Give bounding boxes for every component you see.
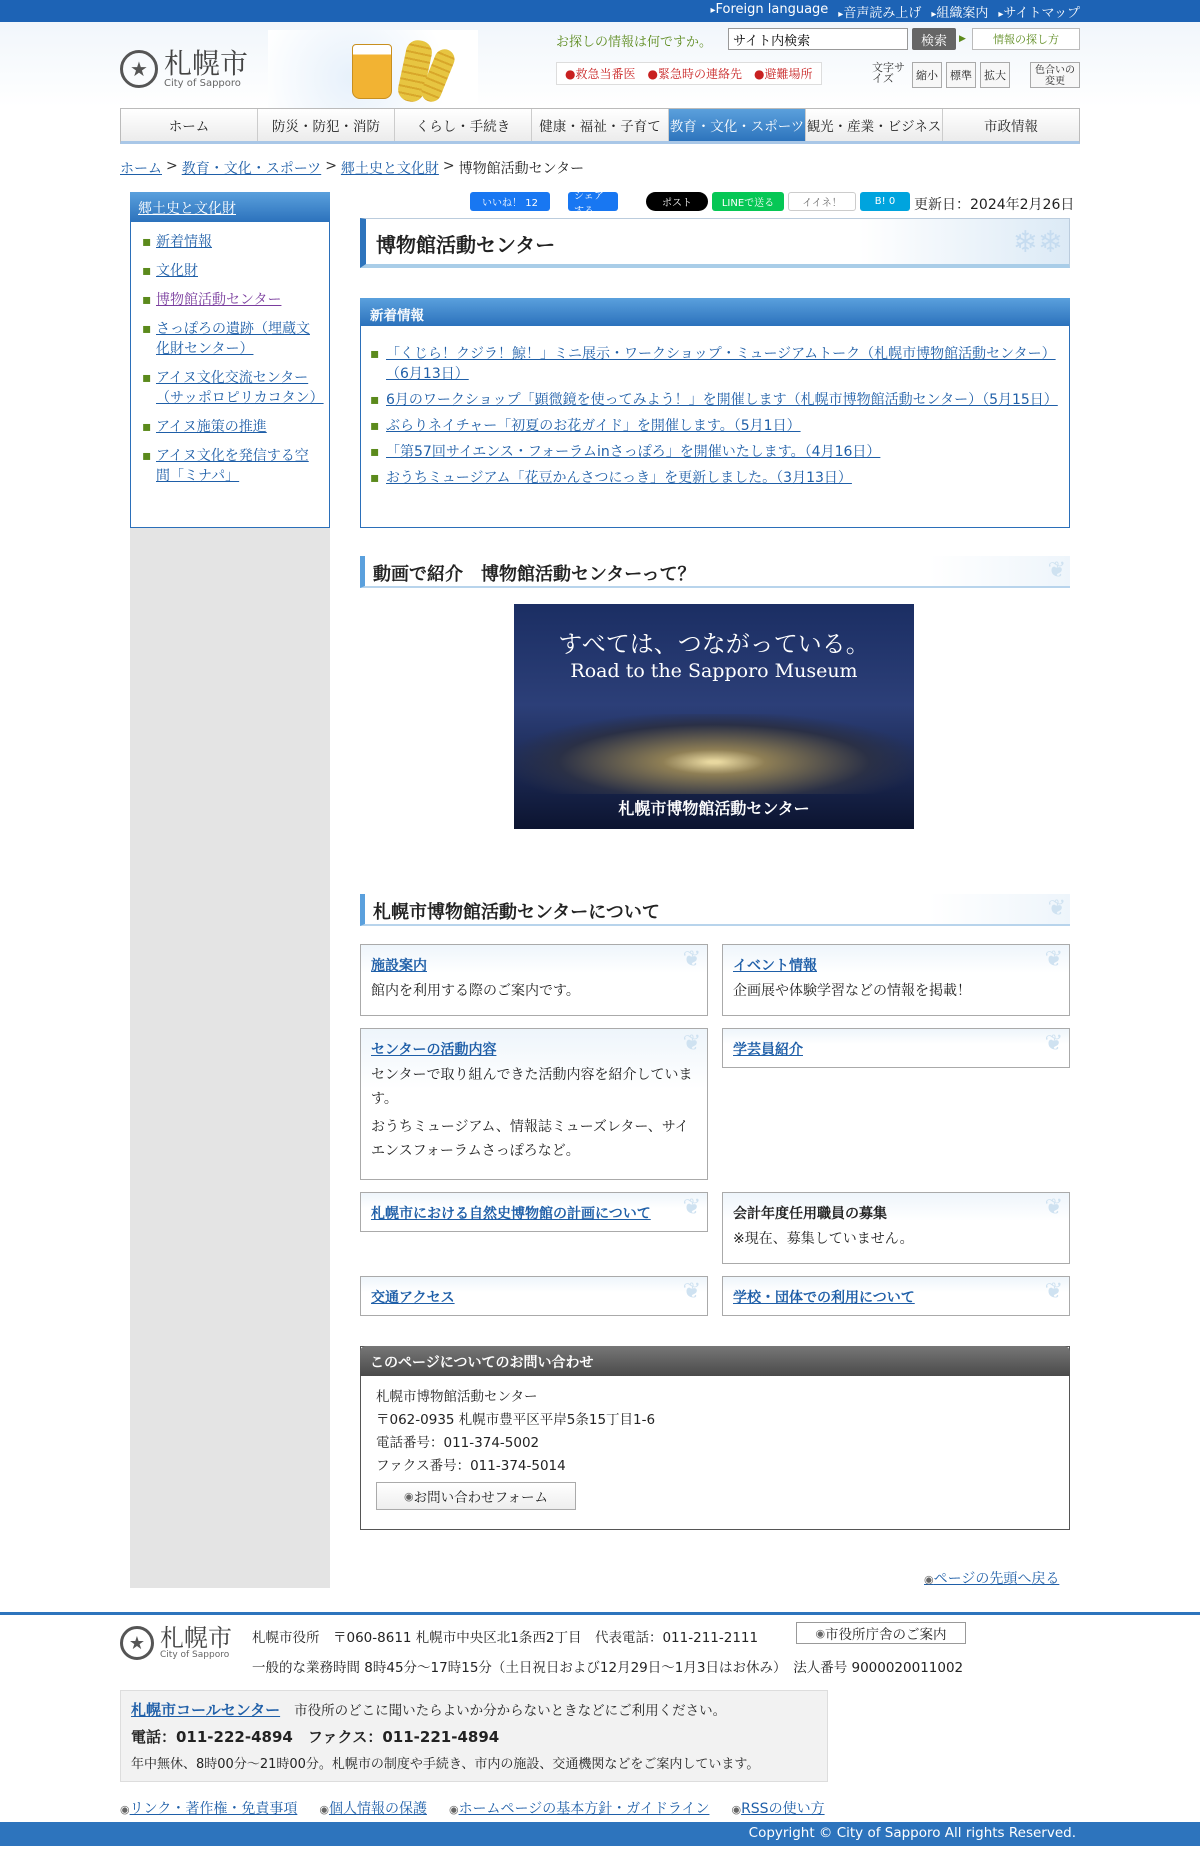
event-box: イベント情報 企画展や体験学習などの情報を掲載！ ❦ [722,944,1070,1016]
video-heading-text: 動画で紹介 博物館活動センターって？ [373,564,696,585]
footer-address: 札幌市役所 〒060-8611 札幌市中央区北1条西2丁目 代表電話：011-211-2111 [252,1630,759,1646]
snowflake-icon: ❄❄ [1012,225,1063,260]
call-center-box [120,1690,828,1782]
sidebar-list [140,232,324,495]
about-heading-text: 札幌市博物館活動センターについて [373,902,660,923]
logo-name: 札幌市 [164,46,249,80]
search-label: お探しの情報は何ですか。 [556,35,713,50]
footer-logo-name: 札幌市 [160,1624,232,1652]
contact-fax: ファクス番号：011-374-5014 [376,1458,566,1474]
nav-education[interactable]: 教育・文化・スポーツ [669,109,806,141]
share-buttons [470,190,910,217]
recruit-title: 会計年度任用職員の募集 [733,1206,887,1222]
font-normal-button[interactable]: 標準 [946,62,976,88]
call-center-hours: 年中無休、8時00分～21時00分。札幌市の制度や手続き、市内の施設、交通機関などをご案内しています。 [131,1757,760,1772]
curator-box [722,1028,1070,1068]
search-button[interactable]: 検索 [912,28,956,50]
search-howto-button[interactable]: ▶ 情報の探し方 [972,28,1080,50]
updated-date: 更新日：2024年2月26日 [914,197,1075,213]
font-size-label: 文字サイズ [872,61,905,85]
news-title: 新着情報 [360,298,1070,326]
breadcrumb-history[interactable]: 郷土史と文化財 [340,161,439,177]
footer-hours: 一般的な業務時間 8時45分～17時15分（土日祝日および12月29日～1月3日はお休み） 法人番号 9000020011002 [252,1660,964,1676]
copyright: Copyright © City of Sapporo All rights Reserved. [0,1822,1200,1846]
video-line3: 札幌市博物館活動センター [618,799,810,818]
page-title [360,218,1070,268]
sidebar-item-current[interactable]: ▪ 博物館活動センター [140,290,320,310]
sidebar-item[interactable]: ▪ 新着情報 [140,232,320,252]
evacuation-link[interactable]: ● 避難場所 [750,65,817,82]
city-night-view [514,714,914,794]
mixi-check-button[interactable]: イイネ！ [788,192,856,211]
school-link[interactable]: 学校・団体での利用について [733,1290,915,1306]
call-center-desc: 市役所のどこに聞いたらよいか分からないときなどにご利用ください。 [294,1703,727,1719]
search-input[interactable] [728,28,908,50]
facility-box: 施設案内 館内を利用する際のご案内です。 ❦ [360,944,708,1016]
line-share-button[interactable]: LINEで送る [712,192,784,211]
sitemap-link[interactable]: ▸ サイトマップ [998,2,1080,21]
access-box [360,1276,708,1316]
footer-link[interactable]: ◉ リンク・著作権・免責事項 [120,1798,297,1818]
hatena-bookmark-button[interactable]: B! 0 [860,192,910,211]
color-change-button[interactable]: 色合いの変更 [1030,62,1080,88]
about-heading [360,894,1070,926]
footer-logo-sub: City of Sapporo [160,1650,230,1660]
footer-link[interactable]: ◉ ホームページの基本方針・ガイドライン [449,1798,710,1818]
site-logo[interactable] [120,44,260,94]
logo-sub: City of Sapporo [164,77,241,89]
sidebar-item[interactable]: ▪ 文化財 [140,261,320,281]
leaf-icon: ❦ [682,1195,701,1220]
leaf-icon: ❦ [1044,1195,1063,1220]
sidebar-item[interactable]: ▪ さっぽろの遺跡（埋蔵文化財センター） [140,319,320,359]
call-center-link[interactable]: 札幌市コールセンター [131,1701,281,1719]
news-item[interactable]: ▪ 「第57回サイエンス・フォーラムinさっぽろ」を開催いたします。（4月16日） [370,442,1060,462]
curator-link[interactable]: 学芸員紹介 [733,1042,803,1058]
city-seal-icon: ★ [120,50,158,88]
emergency-contact-link[interactable]: ● 緊急時の連絡先 [644,65,747,82]
facility-link[interactable]: 施設案内 [371,958,427,974]
sidebar-title [130,192,330,222]
call-center-tel: 電話：011-222-4894 ファクス：011-221-4894 [131,1728,500,1746]
footer-line [0,1612,1200,1615]
sidebar-title-link[interactable]: 郷土史と文化財 [138,201,236,217]
sidebar-item[interactable]: ▪ アイヌ文化を発信する空間「ミナパ」 [140,446,320,486]
video-line2: Road to the Sapporo Museum [570,660,858,682]
leaf-icon: ❦ [1044,947,1063,972]
leaf-icon: ❦ [682,1279,701,1304]
news-item[interactable]: ▪ おうちミュージアム「花豆かんさつにっき」を更新しました。（3月13日） [370,468,1060,488]
school-box [722,1276,1070,1316]
breadcrumb: ホーム > 教育・文化・スポーツ > 郷土史と文化財 > 博物館活動センター [120,158,585,177]
recruit-box: 会計年度任用職員の募集 ※現在、募集していません。 ❦ [722,1192,1070,1264]
contact-form-button[interactable]: ◉ お問い合わせフォーム [376,1482,576,1510]
breadcrumb-education[interactable]: 教育・文化・スポーツ [181,161,322,177]
leaf-icon: ❦ [1047,558,1066,583]
city-seal-icon: ★ [120,1626,154,1660]
leaf-icon: ❦ [1044,1031,1063,1056]
news-list [370,344,1060,494]
news-item[interactable]: ▪ 「くじら！クジラ！鯨！」ミニ展示・ワークショップ・ミュージアムトーク（札幌市博物館活動センター）（6月13日） [370,344,1060,384]
plan-link[interactable]: 札幌市における自然史博物館の計画について [371,1206,651,1222]
sidebar-item[interactable]: ▪ アイヌ文化交流センター（サッポロピリカコタン） [140,368,320,408]
nav-home[interactable]: ホーム [121,109,258,141]
footer-link[interactable]: ◉ 個人情報の保護 [319,1798,427,1818]
video-heading [360,556,1070,588]
video-line1: すべては、つながっている。 [558,630,870,658]
leaf-icon: ❦ [682,1031,701,1056]
contact-body [376,1386,655,1478]
breadcrumb-home[interactable]: ホーム [120,161,162,177]
event-link[interactable]: イベント情報 [733,958,817,974]
news-item[interactable]: ▪ 6月のワークショップ「顕微鏡を使ってみよう！」を開催します（札幌市博物館活動センター）（5月15日） [370,390,1060,410]
emergency-doctor-link[interactable]: ● 救急当番医 [561,65,640,82]
activity-box: センターの活動内容 センターで取り組んできた活動内容を紹介しています。 おうちミュージアム、情報誌ミューズレター、サイエンスフォーラムさっぽろなど。 ❦ [360,1028,708,1180]
foreign-language-link[interactable]: ▸ Foreign language [710,2,828,21]
font-small-button[interactable]: 縮小 [912,62,942,88]
nav-tourism[interactable]: 観光・産業・ビジネス [806,109,943,141]
emergency-links [556,62,822,85]
video-thumbnail[interactable] [514,604,914,829]
contact-address: 〒062-0935 札幌市豊平区平岸5条15丁目1-6 [376,1412,656,1428]
contact-tel: 電話番号：011-374-5002 [376,1435,540,1451]
global-nav [120,108,1080,144]
contact-org: 札幌市博物館活動センター [376,1389,538,1405]
breadcrumb-current: 博物館活動センター [458,161,585,177]
contact-title: このページについてのお問い合わせ [360,1346,1070,1376]
font-large-button[interactable]: 拡大 [980,62,1010,88]
nav-disaster[interactable]: 防災・防犯・消防 [258,109,395,141]
organization-link[interactable]: ▸ 組織案内 [931,2,988,21]
footer-links [120,1798,825,1818]
x-post-button[interactable]: ポスト [646,192,708,211]
facebook-share-button[interactable]: シェアする [568,192,618,211]
nav-city-info[interactable]: 市政情報 [984,119,1038,135]
leaf-icon: ❦ [1047,896,1066,921]
beer-icon [352,44,392,99]
leaf-icon: ❦ [1044,1279,1063,1304]
news-item[interactable]: ▪ ぶらりネイチャー「初夏のお花ガイド」を開催します。（5月1日） [370,416,1060,436]
page-title-text: 博物館活動センター [376,233,556,257]
facebook-like-button[interactable]: いいね！ 12 [470,192,550,211]
activity-link[interactable]: センターの活動内容 [371,1042,497,1058]
leaf-icon: ❦ [682,947,701,972]
access-link[interactable]: 交通アクセス [371,1290,455,1306]
page-top-link[interactable]: ◉ ページの先頭へ戻る [924,1568,1059,1588]
city-hall-guide-button[interactable]: ◉ 市役所庁舎のご案内 [796,1622,966,1644]
plan-box [360,1192,708,1232]
footer-link[interactable]: ◉ RSSの使い方 [731,1798,824,1818]
header-photo [268,30,478,110]
top-links [710,2,1080,21]
nav-living[interactable]: くらし・手続き [395,109,532,141]
read-aloud-link[interactable]: ▸ 音声読み上げ [838,2,921,21]
nav-health[interactable]: 健康・福祉・子育て [532,109,669,141]
footer-logo [120,1626,232,1660]
sidebar-item[interactable]: ▪ アイヌ施策の推進 [140,417,320,437]
